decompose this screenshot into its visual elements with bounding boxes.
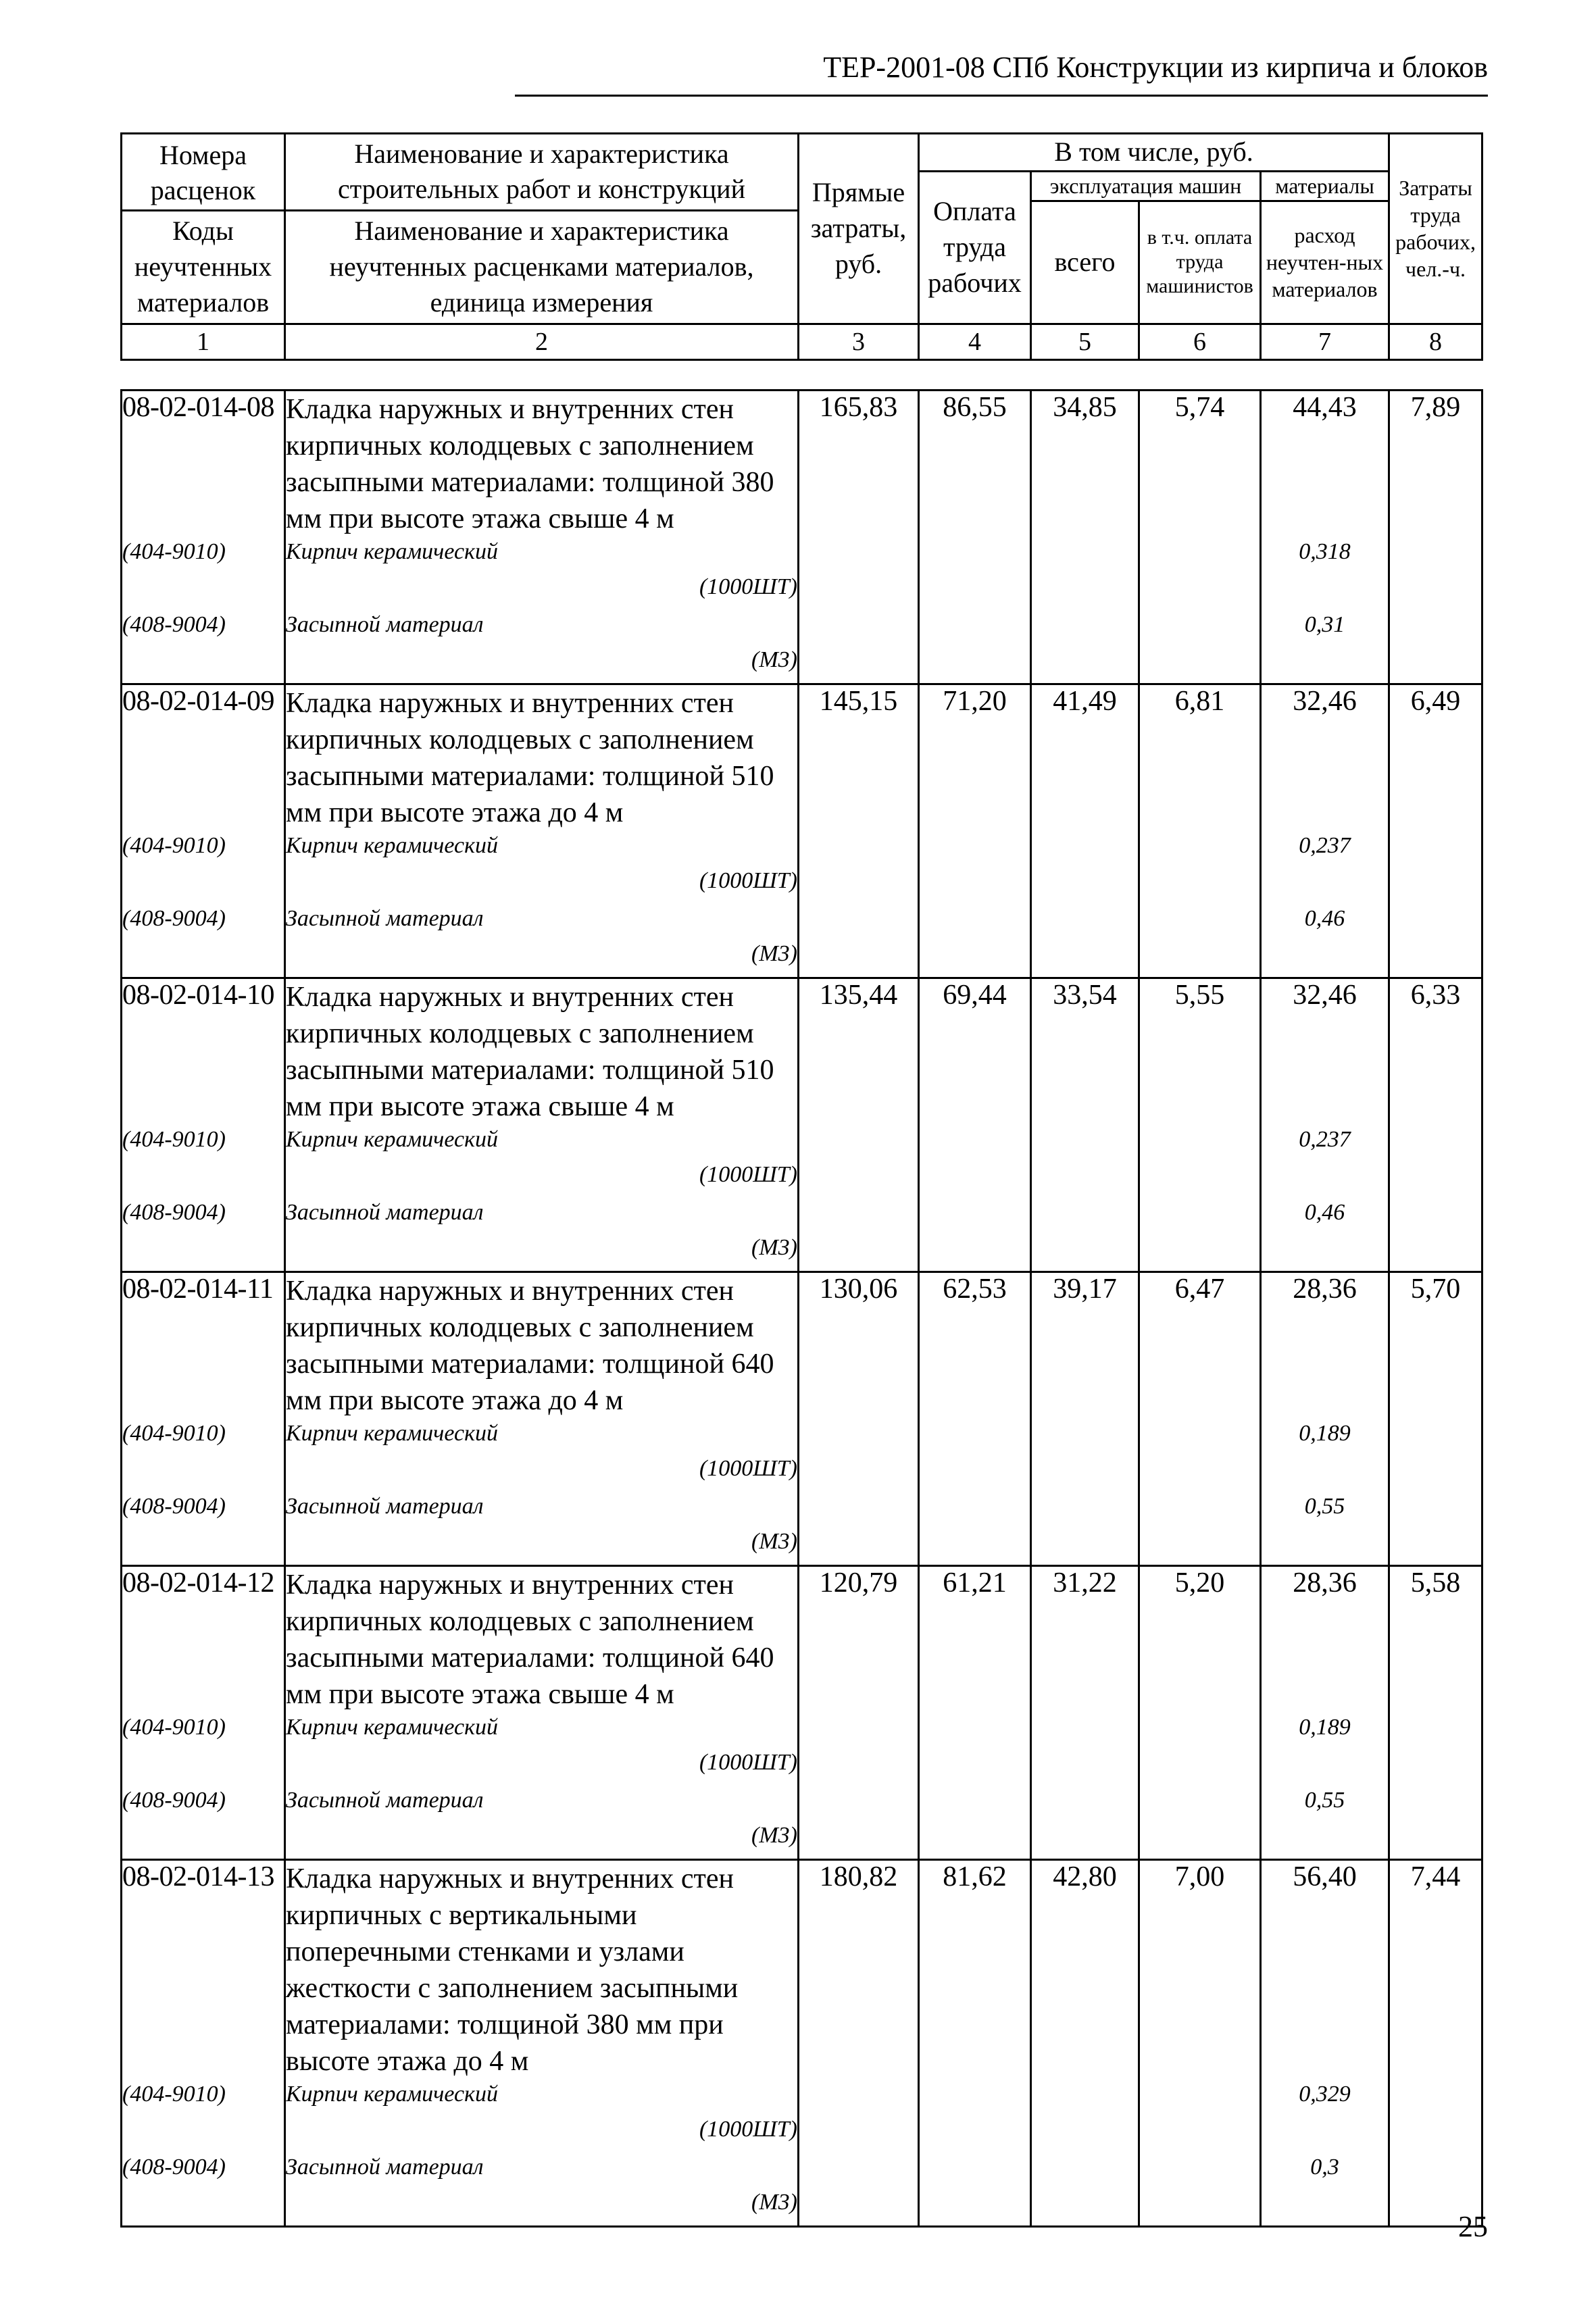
empty-cell bbox=[799, 647, 919, 684]
header-labor-hours: Затраты труда рабочих, чел.-ч. bbox=[1389, 134, 1482, 324]
work-description: Кладка наружных и внутренних стен кирпичных колодцевых с заполнением засыпными материалами: толщиной 640 мм при высоте этажа до 4 м bbox=[285, 1272, 799, 1419]
labor-pay: 81,62 bbox=[919, 1860, 1031, 2080]
header-direct-costs: Прямые затраты, руб. bbox=[799, 134, 919, 324]
material-code: (408-9004) bbox=[122, 1786, 285, 1822]
empty-cell bbox=[1261, 1234, 1389, 1272]
empty-cell bbox=[122, 1455, 285, 1492]
empty-cell bbox=[799, 2189, 919, 2227]
empty-cell bbox=[122, 647, 285, 684]
empty-cell bbox=[799, 1713, 919, 1749]
empty-cell bbox=[122, 1749, 285, 1786]
header-material-codes: Коды неучтенных материалов bbox=[122, 210, 285, 324]
empty-cell bbox=[122, 2116, 285, 2153]
header-rate-numbers: Номера расценок bbox=[122, 134, 285, 211]
table-row bbox=[122, 684, 1482, 832]
empty-cell bbox=[1139, 2116, 1261, 2153]
page-number: 25 bbox=[1458, 2210, 1488, 2243]
header-col-number: 3 bbox=[799, 324, 919, 359]
rate-code: 08-02-014-12 bbox=[122, 1566, 285, 1713]
material-rate: 0,329 bbox=[1261, 2080, 1389, 2116]
direct-costs: 135,44 bbox=[799, 978, 919, 1126]
header-col-number: 8 bbox=[1389, 324, 1482, 359]
labor-hours: 6,33 bbox=[1389, 978, 1482, 1126]
header-machines-total: всего bbox=[1031, 201, 1139, 324]
material-row bbox=[122, 1713, 1482, 1749]
material-row bbox=[122, 904, 1482, 940]
empty-cell bbox=[799, 1492, 919, 1528]
rate-code: 08-02-014-13 bbox=[122, 1860, 285, 2080]
material-unit-row bbox=[122, 1749, 1482, 1786]
empty-cell bbox=[1261, 867, 1389, 904]
header-col-number: 1 bbox=[122, 324, 285, 359]
material-code: (408-9004) bbox=[122, 904, 285, 940]
empty-cell bbox=[1261, 1528, 1389, 1566]
material-code: (404-9010) bbox=[122, 1713, 285, 1749]
materials-cost: 56,40 bbox=[1261, 1860, 1389, 2080]
labor-hours: 5,58 bbox=[1389, 1566, 1482, 1713]
header-col-number: 2 bbox=[285, 324, 799, 359]
work-description: Кладка наружных и внутренних стен кирпичных с вертикальными поперечными стенками и узлами жесткости с заполнением засыпными материалами: толщиной 380 мм при высоте этажа до 4 м bbox=[285, 1860, 799, 2080]
material-code: (408-9004) bbox=[122, 610, 285, 647]
machinist-pay: 7,00 bbox=[1139, 1860, 1261, 2080]
empty-cell bbox=[1139, 2080, 1261, 2116]
machines-total: 31,22 bbox=[1031, 1566, 1139, 1713]
empty-cell bbox=[919, 537, 1031, 574]
empty-cell bbox=[1139, 1786, 1261, 1822]
empty-cell bbox=[1139, 2153, 1261, 2189]
header-col-number: 4 bbox=[919, 324, 1031, 359]
material-unit: (М3) bbox=[285, 1528, 799, 1566]
empty-cell bbox=[799, 2116, 919, 2153]
empty-cell bbox=[919, 1822, 1031, 1860]
material-unit-row bbox=[122, 1161, 1482, 1198]
empty-cell bbox=[1389, 2153, 1482, 2189]
header-materials-usage: расход неучтен-ных материалов bbox=[1261, 201, 1389, 324]
material-unit-row bbox=[122, 1455, 1482, 1492]
material-unit-row bbox=[122, 2189, 1482, 2227]
empty-cell bbox=[799, 610, 919, 647]
empty-cell bbox=[919, 647, 1031, 684]
empty-cell bbox=[1139, 1419, 1261, 1455]
materials-cost: 28,36 bbox=[1261, 1566, 1389, 1713]
empty-cell bbox=[919, 904, 1031, 940]
material-name: Кирпич керамический bbox=[285, 831, 799, 867]
material-name: Засыпной материал bbox=[285, 1786, 799, 1822]
empty-cell bbox=[799, 2153, 919, 2189]
material-unit-row bbox=[122, 2116, 1482, 2153]
empty-cell bbox=[1261, 574, 1389, 610]
empty-cell bbox=[1389, 1713, 1482, 1749]
empty-cell bbox=[1139, 904, 1261, 940]
empty-cell bbox=[919, 831, 1031, 867]
material-code: (404-9010) bbox=[122, 831, 285, 867]
material-code: (408-9004) bbox=[122, 1492, 285, 1528]
material-unit: (М3) bbox=[285, 940, 799, 978]
materials-cost: 44,43 bbox=[1261, 391, 1389, 538]
empty-cell bbox=[1389, 537, 1482, 574]
empty-cell bbox=[1031, 1713, 1139, 1749]
material-rate: 0,46 bbox=[1261, 904, 1389, 940]
empty-cell bbox=[1139, 1234, 1261, 1272]
material-name: Засыпной материал bbox=[285, 1198, 799, 1234]
empty-cell bbox=[919, 1198, 1031, 1234]
empty-cell bbox=[1389, 647, 1482, 684]
empty-cell bbox=[1389, 1492, 1482, 1528]
empty-cell bbox=[799, 867, 919, 904]
material-unit: (М3) bbox=[285, 1234, 799, 1272]
empty-cell bbox=[1389, 1528, 1482, 1566]
empty-cell bbox=[919, 1234, 1031, 1272]
empty-cell bbox=[1389, 2080, 1482, 2116]
empty-cell bbox=[1031, 2189, 1139, 2227]
empty-cell bbox=[799, 1234, 919, 1272]
header-rule bbox=[515, 95, 1488, 97]
empty-cell bbox=[1389, 1786, 1482, 1822]
empty-cell bbox=[919, 2153, 1031, 2189]
empty-cell bbox=[1031, 867, 1139, 904]
empty-cell bbox=[1139, 831, 1261, 867]
material-unit-row bbox=[122, 867, 1482, 904]
empty-cell bbox=[1139, 1749, 1261, 1786]
material-row bbox=[122, 2080, 1482, 2116]
material-code: (404-9010) bbox=[122, 537, 285, 574]
empty-cell bbox=[1031, 1234, 1139, 1272]
empty-cell bbox=[919, 1786, 1031, 1822]
empty-cell bbox=[799, 904, 919, 940]
machines-total: 39,17 bbox=[1031, 1272, 1139, 1419]
direct-costs: 145,15 bbox=[799, 684, 919, 832]
material-unit: (М3) bbox=[285, 2189, 799, 2227]
materials-cost: 28,36 bbox=[1261, 1272, 1389, 1419]
empty-cell bbox=[122, 1234, 285, 1272]
empty-cell bbox=[919, 2080, 1031, 2116]
empty-cell bbox=[799, 2080, 919, 2116]
empty-cell bbox=[1031, 940, 1139, 978]
empty-cell bbox=[1139, 1528, 1261, 1566]
table-row bbox=[122, 1272, 1482, 1419]
material-code: (404-9010) bbox=[122, 1125, 285, 1161]
material-row bbox=[122, 1198, 1482, 1234]
material-rate: 0,46 bbox=[1261, 1198, 1389, 1234]
material-row bbox=[122, 610, 1482, 647]
empty-cell bbox=[1389, 904, 1482, 940]
material-rate: 0,318 bbox=[1261, 537, 1389, 574]
empty-cell bbox=[799, 1455, 919, 1492]
empty-cell bbox=[799, 1528, 919, 1566]
empty-cell bbox=[1031, 2116, 1139, 2153]
material-name: Кирпич керамический bbox=[285, 2080, 799, 2116]
empty-cell bbox=[799, 1419, 919, 1455]
empty-cell bbox=[1139, 2189, 1261, 2227]
machines-total: 34,85 bbox=[1031, 391, 1139, 538]
material-name: Засыпной материал bbox=[285, 610, 799, 647]
empty-cell bbox=[1031, 1198, 1139, 1234]
header-col-number: 5 bbox=[1031, 324, 1139, 359]
table-row bbox=[122, 391, 1482, 538]
empty-cell bbox=[1031, 574, 1139, 610]
table-row bbox=[122, 978, 1482, 1126]
labor-hours: 7,44 bbox=[1389, 1860, 1482, 2080]
direct-costs: 120,79 bbox=[799, 1566, 919, 1713]
empty-cell bbox=[122, 1822, 285, 1860]
material-row bbox=[122, 1125, 1482, 1161]
work-description: Кладка наружных и внутренних стен кирпичных колодцевых с заполнением засыпными материалами: толщиной 380 мм при высоте этажа свыше 4 м bbox=[285, 391, 799, 538]
empty-cell bbox=[1139, 610, 1261, 647]
material-unit: (М3) bbox=[285, 647, 799, 684]
empty-cell bbox=[1031, 1125, 1139, 1161]
table-header bbox=[120, 132, 1483, 361]
empty-cell bbox=[1389, 574, 1482, 610]
empty-cell bbox=[1261, 2189, 1389, 2227]
empty-cell bbox=[919, 1528, 1031, 1566]
material-row bbox=[122, 1492, 1482, 1528]
rate-code: 08-02-014-08 bbox=[122, 391, 285, 538]
material-rate: 0,189 bbox=[1261, 1419, 1389, 1455]
empty-cell bbox=[799, 1125, 919, 1161]
empty-cell bbox=[919, 1125, 1031, 1161]
material-name: Засыпной материал bbox=[285, 2153, 799, 2189]
material-unit: (М3) bbox=[285, 1822, 799, 1860]
material-rate: 0,55 bbox=[1261, 1492, 1389, 1528]
material-rate: 0,3 bbox=[1261, 2153, 1389, 2189]
rate-code: 08-02-014-11 bbox=[122, 1272, 285, 1419]
labor-pay: 86,55 bbox=[919, 391, 1031, 538]
empty-cell bbox=[1031, 610, 1139, 647]
material-code: (408-9004) bbox=[122, 2153, 285, 2189]
material-unit: (1000ШТ) bbox=[285, 2116, 799, 2153]
empty-cell bbox=[1261, 940, 1389, 978]
material-rate: 0,55 bbox=[1261, 1786, 1389, 1822]
empty-cell bbox=[1389, 1161, 1482, 1198]
empty-cell bbox=[919, 610, 1031, 647]
empty-cell bbox=[1389, 610, 1482, 647]
empty-cell bbox=[1389, 1749, 1482, 1786]
header-col-number: 6 bbox=[1139, 324, 1261, 359]
empty-cell bbox=[1031, 1419, 1139, 1455]
header-materials: материалы bbox=[1261, 171, 1389, 201]
direct-costs: 165,83 bbox=[799, 391, 919, 538]
empty-cell bbox=[919, 1161, 1031, 1198]
material-row bbox=[122, 1786, 1482, 1822]
machinist-pay: 5,55 bbox=[1139, 978, 1261, 1126]
empty-cell bbox=[1261, 647, 1389, 684]
empty-cell bbox=[1389, 1234, 1482, 1272]
empty-cell bbox=[122, 574, 285, 610]
empty-cell bbox=[1139, 867, 1261, 904]
materials-cost: 32,46 bbox=[1261, 684, 1389, 832]
material-unit: (1000ШТ) bbox=[285, 1455, 799, 1492]
machinist-pay: 5,20 bbox=[1139, 1566, 1261, 1713]
rates-table bbox=[120, 389, 1483, 2228]
machines-total: 42,80 bbox=[1031, 1860, 1139, 2080]
machinist-pay: 6,81 bbox=[1139, 684, 1261, 832]
material-name: Кирпич керамический bbox=[285, 537, 799, 574]
work-description: Кладка наружных и внутренних стен кирпичных колодцевых с заполнением засыпными материалами: толщиной 640 мм при высоте этажа свыше 4 м bbox=[285, 1566, 799, 1713]
empty-cell bbox=[919, 940, 1031, 978]
page-header-title: ТЕР-2001-08 СПб Конструкции из кирпича и блоков bbox=[823, 51, 1488, 84]
empty-cell bbox=[919, 1713, 1031, 1749]
empty-cell bbox=[1031, 2153, 1139, 2189]
material-unit-row bbox=[122, 647, 1482, 684]
material-row bbox=[122, 831, 1482, 867]
empty-cell bbox=[1261, 1161, 1389, 1198]
empty-cell bbox=[1031, 1786, 1139, 1822]
material-name: Засыпной материал bbox=[285, 904, 799, 940]
header-work-name: Наименование и характеристика строительных работ и конструкций bbox=[285, 134, 799, 211]
header-material-name: Наименование и характеристика неучтенных расценками материалов, единица измерения bbox=[285, 210, 799, 324]
empty-cell bbox=[1031, 1455, 1139, 1492]
empty-cell bbox=[1031, 1749, 1139, 1786]
material-name: Кирпич керамический bbox=[285, 1713, 799, 1749]
empty-cell bbox=[919, 2116, 1031, 2153]
machines-total: 33,54 bbox=[1031, 978, 1139, 1126]
machinist-pay: 6,47 bbox=[1139, 1272, 1261, 1419]
empty-cell bbox=[1031, 2080, 1139, 2116]
table-row bbox=[122, 1860, 1482, 2080]
material-rate: 0,237 bbox=[1261, 1125, 1389, 1161]
material-rate: 0,237 bbox=[1261, 831, 1389, 867]
empty-cell bbox=[1031, 904, 1139, 940]
empty-cell bbox=[1139, 1455, 1261, 1492]
empty-cell bbox=[1139, 1492, 1261, 1528]
empty-cell bbox=[1261, 1822, 1389, 1860]
material-row bbox=[122, 1419, 1482, 1455]
material-unit: (1000ШТ) bbox=[285, 867, 799, 904]
empty-cell bbox=[1031, 1492, 1139, 1528]
rate-code: 08-02-014-10 bbox=[122, 978, 285, 1126]
empty-cell bbox=[799, 1198, 919, 1234]
empty-cell bbox=[122, 940, 285, 978]
work-description: Кладка наружных и внутренних стен кирпичных колодцевых с заполнением засыпными материалами: толщиной 510 мм при высоте этажа до 4 м bbox=[285, 684, 799, 832]
empty-cell bbox=[122, 2189, 285, 2227]
labor-hours: 6,49 bbox=[1389, 684, 1482, 832]
empty-cell bbox=[1139, 1198, 1261, 1234]
empty-cell bbox=[1031, 537, 1139, 574]
empty-cell bbox=[1139, 940, 1261, 978]
empty-cell bbox=[919, 867, 1031, 904]
empty-cell bbox=[1139, 574, 1261, 610]
direct-costs: 130,06 bbox=[799, 1272, 919, 1419]
empty-cell bbox=[1031, 647, 1139, 684]
labor-hours: 7,89 bbox=[1389, 391, 1482, 538]
material-name: Кирпич керамический bbox=[285, 1419, 799, 1455]
machines-total: 41,49 bbox=[1031, 684, 1139, 832]
empty-cell bbox=[1261, 1749, 1389, 1786]
labor-pay: 61,21 bbox=[919, 1566, 1031, 1713]
rate-code: 08-02-014-09 bbox=[122, 684, 285, 832]
header-labor-pay: Оплата труда рабочих bbox=[919, 171, 1031, 324]
labor-pay: 71,20 bbox=[919, 684, 1031, 832]
empty-cell bbox=[1031, 1161, 1139, 1198]
labor-hours: 5,70 bbox=[1389, 1272, 1482, 1419]
empty-cell bbox=[1139, 1161, 1261, 1198]
empty-cell bbox=[919, 1492, 1031, 1528]
empty-cell bbox=[919, 1749, 1031, 1786]
empty-cell bbox=[799, 1822, 919, 1860]
material-unit: (1000ШТ) bbox=[285, 1749, 799, 1786]
table-row bbox=[122, 1566, 1482, 1713]
direct-costs: 180,82 bbox=[799, 1860, 919, 2080]
empty-cell bbox=[1139, 1125, 1261, 1161]
empty-cell bbox=[1389, 940, 1482, 978]
empty-cell bbox=[1389, 1198, 1482, 1234]
empty-cell bbox=[1389, 1455, 1482, 1492]
empty-cell bbox=[1389, 831, 1482, 867]
empty-cell bbox=[1139, 647, 1261, 684]
empty-cell bbox=[1261, 1455, 1389, 1492]
empty-cell bbox=[122, 867, 285, 904]
material-code: (408-9004) bbox=[122, 1198, 285, 1234]
empty-cell bbox=[122, 1161, 285, 1198]
empty-cell bbox=[799, 574, 919, 610]
empty-cell bbox=[919, 2189, 1031, 2227]
header-col-number: 7 bbox=[1261, 324, 1389, 359]
material-code: (404-9010) bbox=[122, 1419, 285, 1455]
empty-cell bbox=[1139, 537, 1261, 574]
empty-cell bbox=[799, 537, 919, 574]
empty-cell bbox=[1261, 2116, 1389, 2153]
material-name: Засыпной материал bbox=[285, 1492, 799, 1528]
header-machines: эксплуатация машин bbox=[1031, 171, 1261, 201]
empty-cell bbox=[1031, 831, 1139, 867]
machinist-pay: 5,74 bbox=[1139, 391, 1261, 538]
empty-cell bbox=[1389, 1822, 1482, 1860]
work-description: Кладка наружных и внутренних стен кирпичных колодцевых с заполнением засыпными материалами: толщиной 510 мм при высоте этажа свыше 4 м bbox=[285, 978, 799, 1126]
material-unit: (1000ШТ) bbox=[285, 1161, 799, 1198]
empty-cell bbox=[919, 1455, 1031, 1492]
material-row bbox=[122, 2153, 1482, 2189]
empty-cell bbox=[1389, 867, 1482, 904]
empty-cell bbox=[1031, 1528, 1139, 1566]
header-group-including: В том числе, руб. bbox=[919, 134, 1389, 172]
empty-cell bbox=[799, 1786, 919, 1822]
empty-cell bbox=[1389, 2116, 1482, 2153]
empty-cell bbox=[1031, 1822, 1139, 1860]
materials-cost: 32,46 bbox=[1261, 978, 1389, 1126]
empty-cell bbox=[919, 574, 1031, 610]
material-unit-row bbox=[122, 940, 1482, 978]
empty-cell bbox=[799, 1161, 919, 1198]
empty-cell bbox=[1389, 1419, 1482, 1455]
material-rate: 0,31 bbox=[1261, 610, 1389, 647]
material-unit-row bbox=[122, 1234, 1482, 1272]
material-unit-row bbox=[122, 1528, 1482, 1566]
material-rate: 0,189 bbox=[1261, 1713, 1389, 1749]
empty-cell bbox=[799, 940, 919, 978]
empty-cell bbox=[799, 1749, 919, 1786]
material-name: Кирпич керамический bbox=[285, 1125, 799, 1161]
empty-cell bbox=[919, 1419, 1031, 1455]
material-unit-row bbox=[122, 574, 1482, 610]
material-unit-row bbox=[122, 1822, 1482, 1860]
material-code: (404-9010) bbox=[122, 2080, 285, 2116]
labor-pay: 69,44 bbox=[919, 978, 1031, 1126]
empty-cell bbox=[122, 1528, 285, 1566]
labor-pay: 62,53 bbox=[919, 1272, 1031, 1419]
empty-cell bbox=[1389, 1125, 1482, 1161]
empty-cell bbox=[1139, 1822, 1261, 1860]
empty-cell bbox=[799, 831, 919, 867]
header-machinist-pay: в т.ч. оплата труда машинистов bbox=[1139, 201, 1261, 324]
material-unit: (1000ШТ) bbox=[285, 574, 799, 610]
empty-cell bbox=[1139, 1713, 1261, 1749]
material-row bbox=[122, 537, 1482, 574]
